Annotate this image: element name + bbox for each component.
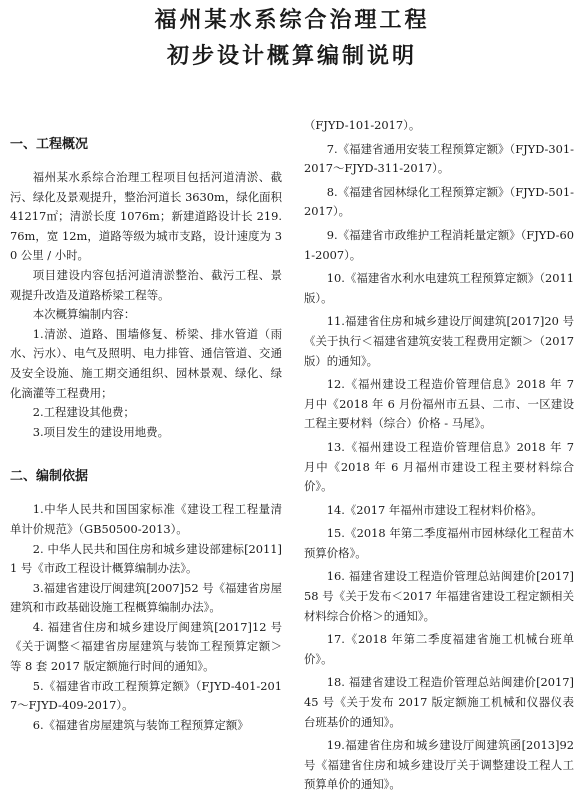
basis-item: 4. 福建省住房和城乡建设厅闽建筑[2017]12 号《关于调整＜福建省房屋建筑与装饰工程预算定额＞等 8 套 2017 版定额施行时间的通知》。	[10, 619, 282, 674]
document-subtitle: 初步设计概算编制说明	[166, 44, 417, 69]
basis-item: 17.《2018 年第二季度福建省施工机械台班单价》。	[304, 632, 574, 666]
overview-list-item: 1.清淤、道路、围墙修复、桥梁、排水管道（雨水、污水）、电气及照明、电力排管、通信管道、交通及安全设施、施工期交通组织、园林景观、绿化、绿化滴灌等工程费用；	[10, 326, 282, 400]
basis-item: 2. 中华人民共和国住房和城乡建设部建标[2011]1 号《市政工程设计概算编制办法》。	[10, 541, 282, 576]
basis-item: 8.《福建省园林绿化工程预算定额》（FJYD-501-2017）。	[304, 184, 574, 219]
basis-item: 15.《2018 年第二季度福州市园林绿化工程苗木预算价格》。	[304, 526, 574, 560]
basis-item-continuation: （FJYD-101-2017）。	[304, 118, 421, 132]
basis-item: 3.福建省建设厅闽建筑[2007]52 号《福建省房屋建筑和市政基础设施工程概算编制办法》。	[10, 580, 282, 615]
basis-item: 5.《福建省市政工程预算定额》（FJYD-401-2017～FJYD-409-2017）。	[10, 678, 282, 713]
basis-item: 10.《福建省水利水电建筑工程预算定额》（2011 版）。	[304, 271, 574, 305]
basis-item: 13.《福州建设工程造价管理信息》2018 年 7 月中《2018 年 6 月福州市建设工程主要材料综合价》。	[304, 439, 574, 494]
left-column	[10, 116, 282, 735]
section-heading-overview: 一、工程概况	[10, 137, 89, 152]
basis-item: 6.《福建省房屋建筑与装饰工程预算定额》	[32, 717, 249, 732]
basis-item: 1.中华人民共和国国家标准《建设工程工程量清单计价规范》（GB50500-2013）。	[10, 502, 282, 536]
section-heading-basis: 二、编制依据	[10, 469, 89, 485]
basis-item: 14.《2017 年福州市建设工程材料价格》。	[326, 502, 543, 517]
basis-item: 12.《福州建设工程造价管理信息》2018 年 7 月中《2018 年 6 月份福州市五县、二市、一区建设工程主要材料（综合）价格 - 马尾》。	[304, 377, 574, 431]
basis-item: 18. 福建省建设工程造价管理总站闽建价[2017]45 号《关于发布 2017 版定额施工机械和仪器仪表台班基价的通知》。	[304, 675, 574, 729]
overview-list-item: 3.项目发生的建设用地费。	[32, 424, 169, 439]
overview-list-item: 2.工程建设其他费；	[32, 405, 135, 420]
right-column	[304, 116, 574, 799]
basis-item: 9.《福建省市政维护工程消耗量定额》（FJYD-601-2007）。	[304, 227, 574, 262]
basis-item: 16. 福建省建设工程造价管理总站闽建价[2017]58 号《关于发布＜2017 年福建省建设工程定额相关材料综合价格＞的通知》。	[304, 569, 574, 623]
overview-paragraph: 本次概算编制内容：	[32, 307, 136, 322]
overview-paragraph: 项目建设内容包括河道清淤整治、截污工程、景观提升改造及道路桥梁工程等。	[10, 267, 282, 302]
basis-item: 11.福建省住房和城乡建设厅闽建筑[2017]20 号《关于执行＜福建省建筑安装工程费用定额＞（2017 版）的通知》。	[304, 314, 574, 368]
overview-paragraph: 福州某水系综合治理工程项目包括河道清淤、截污、绿化及景观提升，整治河道长 3630m，绿化面积 41217㎡；清淤长度 1076m；新建道路设计长 219.76m，宽 12m，道路等级为城市支路，设计速度为 30 公里 / 小时。	[10, 170, 282, 263]
basis-item: 7.《福建省通用安装工程预算定额》（FJYD-301-2017～FJYD-311-2017）。	[304, 141, 574, 176]
basis-item: 19.福建省住房和城乡建设厅闽建筑函[2013]92 号《福建省住房和城乡建设厅关于调整建设工程人工预算单价的通知》。	[304, 738, 574, 792]
document-title: 福州某水系综合治理工程	[154, 8, 430, 33]
